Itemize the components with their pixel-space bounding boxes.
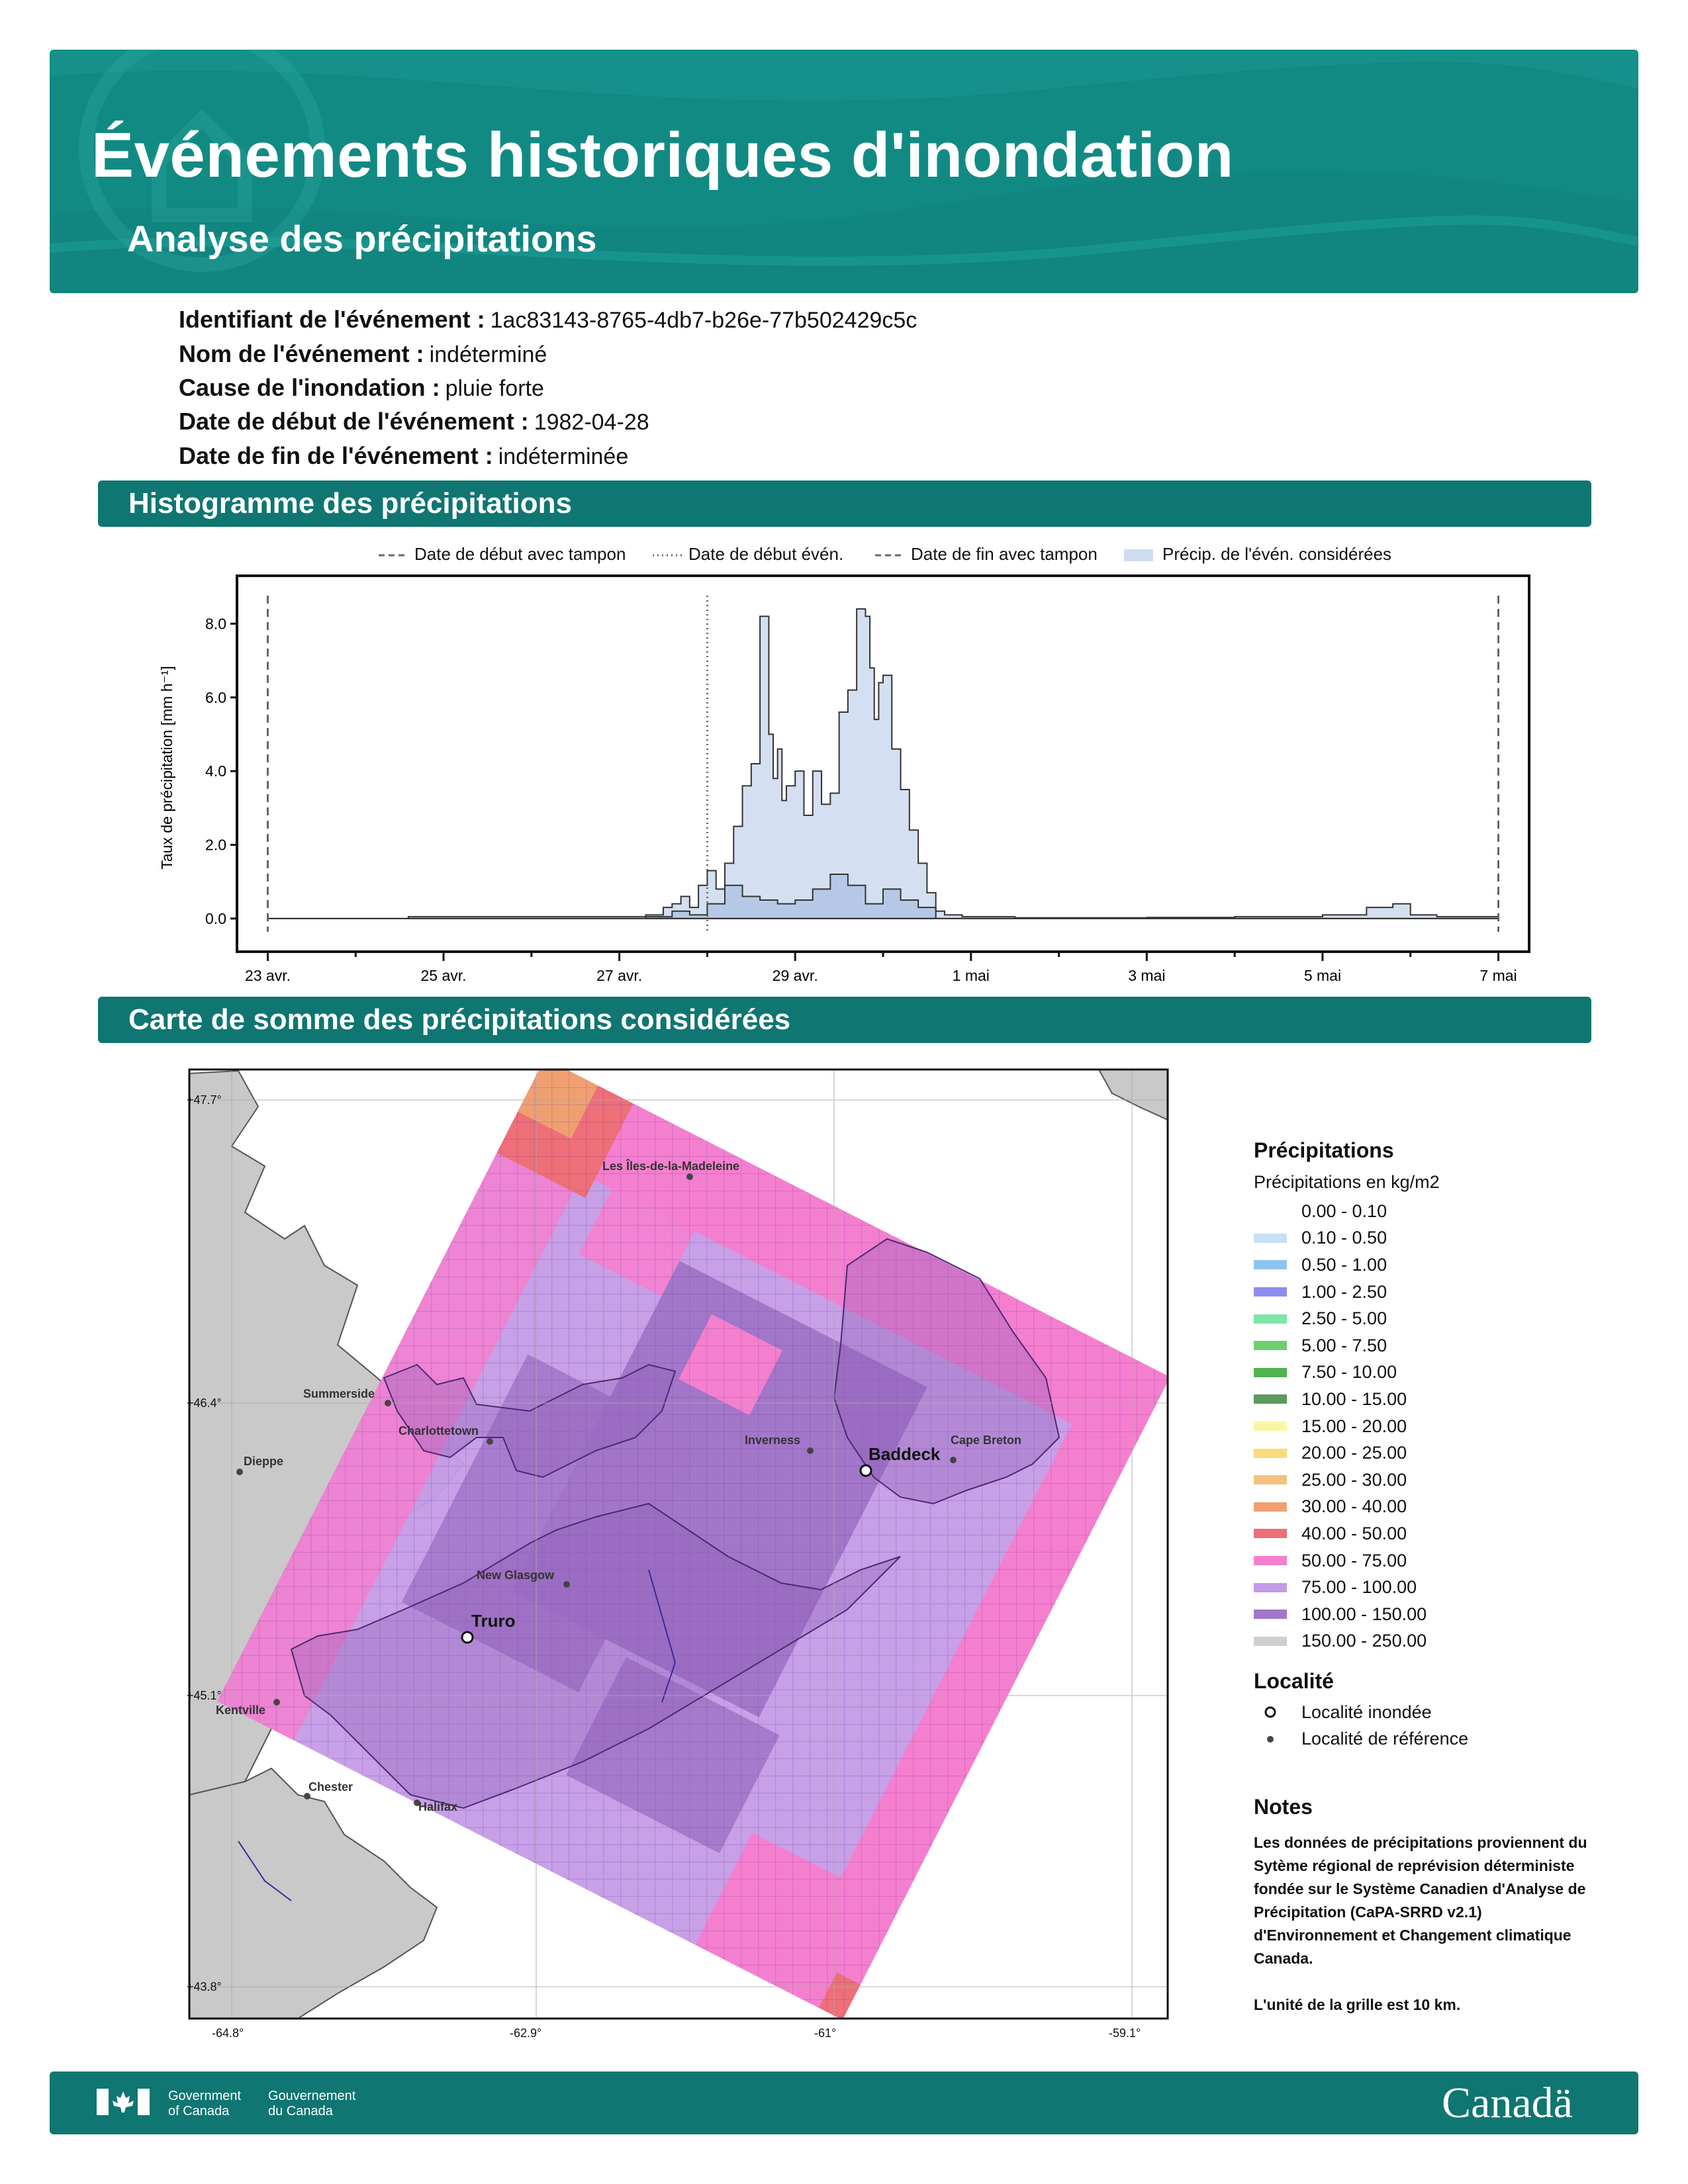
- legend-title: Précipitations: [1254, 1138, 1394, 1162]
- legend-item-label: 50.00 - 75.00: [1301, 1550, 1407, 1570]
- legend-item: [1254, 1225, 1598, 1252]
- place-marker: [563, 1581, 570, 1588]
- legend-swatch: [1254, 1556, 1287, 1565]
- gov-fr: [268, 2089, 355, 2119]
- event-start-label: Date de début de l'événement :: [179, 408, 529, 435]
- legend-item-label: 7.50 - 10.00: [1301, 1362, 1397, 1383]
- section-histogram-header: Histogramme des précipitations: [98, 480, 1591, 527]
- event-id-row: [179, 306, 917, 334]
- legend-item: [1254, 1574, 1598, 1601]
- section-map-header: Carte de somme des précipitations considérées: [98, 997, 1591, 1043]
- legend-start-buffer: [379, 544, 626, 565]
- legend-item-label: 75.00 - 100.00: [1301, 1577, 1417, 1598]
- event-name-row: [179, 340, 547, 368]
- legend-reference: [1254, 1726, 1598, 1753]
- legend-item: [1254, 1547, 1598, 1574]
- map-legend: [1254, 1138, 1598, 2017]
- locality-title: Localité: [1254, 1669, 1334, 1694]
- place-marker: [686, 1173, 693, 1180]
- lon-label: -61°: [814, 2026, 837, 2040]
- legend-item: [1254, 1279, 1598, 1306]
- legend-item-label: 10.00 - 15.00: [1301, 1388, 1407, 1409]
- event-start-row: [179, 408, 649, 435]
- legend-item: [1254, 1251, 1598, 1279]
- legend-end-buffer-label: Date de fin avec tampon: [911, 544, 1098, 564]
- precipitation-map: [185, 1067, 1178, 2046]
- lon-label: -62.9°: [510, 2026, 542, 2040]
- legend-item-label: 0.10 - 0.50: [1301, 1228, 1387, 1248]
- page-title: Événements historiques d'inondation: [91, 120, 1234, 191]
- legend-item-label: 15.00 - 20.00: [1301, 1416, 1407, 1436]
- legend-item: [1254, 1359, 1598, 1387]
- legend-swatch: [1254, 1610, 1287, 1619]
- flooded-place-label: Baddeck: [868, 1444, 941, 1464]
- place-label: Halifax: [418, 1800, 458, 1813]
- place-marker: [807, 1447, 814, 1454]
- place-label: Dieppe: [244, 1455, 284, 1468]
- place-marker: [273, 1699, 280, 1706]
- lat-label: +43.8°: [187, 1980, 222, 1993]
- canada-wordmark: Canadä: [1442, 2079, 1573, 2127]
- x-tick-label: 5 mai: [1303, 967, 1342, 984]
- place-label: Cape Breton: [951, 1433, 1022, 1447]
- event-name-label: Nom de l'événement :: [179, 340, 424, 367]
- legend-swatch: [1254, 1287, 1287, 1297]
- notes-title: Notes: [1254, 1795, 1313, 1819]
- event-cause-value: pluie forte: [445, 376, 544, 401]
- legend-items: [1254, 1198, 1598, 1655]
- legend-item-label: 20.00 - 25.00: [1301, 1443, 1407, 1463]
- legend-start-event: [653, 544, 843, 565]
- gov-fr-line2: du Canada: [268, 2104, 333, 2118]
- legend-swatch: [1254, 1314, 1287, 1324]
- y-tick-label: 8.0: [205, 615, 226, 633]
- dashed-line-icon: [379, 551, 408, 560]
- fill-swatch-icon: [1124, 549, 1153, 561]
- legend-swatch: [1254, 1206, 1287, 1216]
- place-label: Chester: [308, 1780, 353, 1794]
- legend-item: [1254, 1305, 1598, 1332]
- place-marker: [385, 1400, 391, 1406]
- place-marker: [236, 1469, 243, 1475]
- legend-item-label: 0.00 - 0.10: [1301, 1201, 1387, 1221]
- legend-swatch: [1254, 1583, 1287, 1592]
- legend-item-label: 1.00 - 2.50: [1301, 1281, 1387, 1302]
- legend-item-label: 150.00 - 250.00: [1301, 1631, 1427, 1651]
- lon-label: -64.8°: [212, 2026, 244, 2040]
- legend-item-label: 25.00 - 30.00: [1301, 1469, 1407, 1490]
- legend-item: [1254, 1601, 1598, 1628]
- place-label: Summerside: [303, 1387, 375, 1400]
- legend-start-event-label: Date de début évén.: [688, 544, 844, 564]
- x-tick-label: 3 mai: [1128, 967, 1166, 984]
- legend-item: [1254, 1494, 1598, 1521]
- legend-item: [1254, 1198, 1598, 1225]
- dotted-line-icon: [653, 551, 682, 560]
- y-tick-label: 0.0: [205, 909, 226, 927]
- legend-start-buffer-label: Date de début avec tampon: [414, 544, 626, 564]
- canada-flag-icon: [97, 2089, 150, 2115]
- legend-swatch: [1254, 1637, 1287, 1646]
- legend-swatch: [1254, 1394, 1287, 1404]
- legend-item: [1254, 1413, 1598, 1440]
- gov-en-line2: of Canada: [168, 2104, 230, 2118]
- page-subtitle: Analyse des précipitations: [127, 218, 597, 259]
- lat-label: +47.7°: [187, 1093, 222, 1107]
- place-label: Les Îles-de-la-Madeleine: [602, 1160, 740, 1173]
- event-cause-row: [179, 374, 544, 402]
- event-id-value: 1ac83143-8765-4db7-b26e-77b502429c5c: [490, 308, 917, 333]
- event-end-label: Date de fin de l'événement :: [179, 442, 493, 469]
- legend-swatch: [1254, 1502, 1287, 1512]
- legend-item: [1254, 1332, 1598, 1359]
- event-cause-label: Cause de l'inondation :: [179, 374, 440, 401]
- dashed-line-icon: [875, 551, 904, 560]
- event-name-value: indéterminé: [429, 342, 547, 367]
- legend-item-label: 2.50 - 5.00: [1301, 1308, 1387, 1329]
- event-start-value: 1982-04-28: [534, 410, 649, 435]
- x-tick-label: 1 mai: [952, 967, 990, 984]
- place-label: New Glasgow: [477, 1569, 555, 1582]
- notes-grid: L'unité de la grille est 10 km.: [1254, 1996, 1461, 2014]
- lat-label: +46.4°: [187, 1396, 222, 1410]
- legend-swatch: [1254, 1341, 1287, 1350]
- gov-en: [168, 2089, 241, 2119]
- precipitation-histogram: [146, 569, 1542, 993]
- place-marker: [487, 1438, 493, 1445]
- lon-label: -59.1°: [1109, 2026, 1141, 2040]
- y-tick-label: 6.0: [205, 688, 226, 706]
- x-tick-label: 27 avr.: [596, 967, 643, 984]
- legend-considered-label: Précip. de l'évén. considérées: [1162, 544, 1392, 564]
- lat-label: +45.1°: [187, 1689, 222, 1702]
- x-tick-label: 29 avr.: [772, 967, 818, 984]
- legend-swatch: [1254, 1422, 1287, 1431]
- x-tick-label: 25 avr.: [420, 967, 467, 984]
- legend-reference-label: Localité de référence: [1301, 1729, 1469, 1749]
- x-tick-label: 23 avr.: [244, 967, 291, 984]
- gov-fr-line1: Gouvernement: [268, 2089, 356, 2103]
- legend-item: [1254, 1386, 1598, 1413]
- legend-item-label: 100.00 - 150.00: [1301, 1604, 1427, 1624]
- place-marker: [304, 1793, 310, 1799]
- legend-swatch: [1254, 1529, 1287, 1538]
- legend-end-buffer: [875, 544, 1098, 565]
- y-tick-label: 2.0: [205, 836, 226, 854]
- notes-text: Les données de précipitations proviennent du Sytème régional de reprévision déterministe fondée sur le Système Canadien d'Analyse de Précipitation (CaPA-SRRD v2.1) d'Environnement et Changement climatique Canada.: [1254, 1834, 1587, 1968]
- event-end-value: indéterminée: [498, 444, 629, 469]
- legend-item-label: 5.00 - 7.50: [1301, 1335, 1387, 1355]
- legend-item: [1254, 1628, 1598, 1655]
- y-tick-label: 4.0: [205, 762, 226, 780]
- place-label: Inverness: [745, 1433, 801, 1447]
- y-axis-label: Taux de précipitation [mm h⁻¹]: [158, 666, 175, 870]
- x-tick-label: 7 mai: [1479, 967, 1517, 984]
- flooded-place-marker: [861, 1465, 871, 1476]
- legend-item-label: 30.00 - 40.00: [1301, 1496, 1407, 1517]
- flooded-place-label: Truro: [471, 1611, 516, 1631]
- legend-subtitle: Précipitations en kg/m2: [1254, 1172, 1440, 1192]
- legend-swatch: [1254, 1449, 1287, 1458]
- event-end-row: [179, 442, 628, 470]
- flooded-place-marker: [462, 1632, 473, 1643]
- gov-en-line1: Government: [168, 2089, 242, 2103]
- legend-considered: [1124, 544, 1391, 565]
- legend-item-label: 0.50 - 1.00: [1301, 1254, 1387, 1275]
- legend-swatch: [1254, 1368, 1287, 1377]
- legend-flooded: [1254, 1699, 1598, 1726]
- event-id-label: Identifiant de l'événement :: [179, 306, 485, 333]
- legend-item: [1254, 1439, 1598, 1467]
- place-label: Charlottetown: [399, 1424, 479, 1437]
- legend-swatch: [1254, 1260, 1287, 1269]
- place-label: Kentville: [216, 1704, 266, 1717]
- legend-flooded-label: Localité inondée: [1301, 1702, 1432, 1722]
- legend-item-label: 40.00 - 50.00: [1301, 1523, 1407, 1543]
- place-marker: [950, 1457, 957, 1463]
- legend-item: [1254, 1467, 1598, 1494]
- legend-swatch: [1254, 1234, 1287, 1243]
- legend-swatch: [1254, 1475, 1287, 1484]
- legend-item: [1254, 1520, 1598, 1547]
